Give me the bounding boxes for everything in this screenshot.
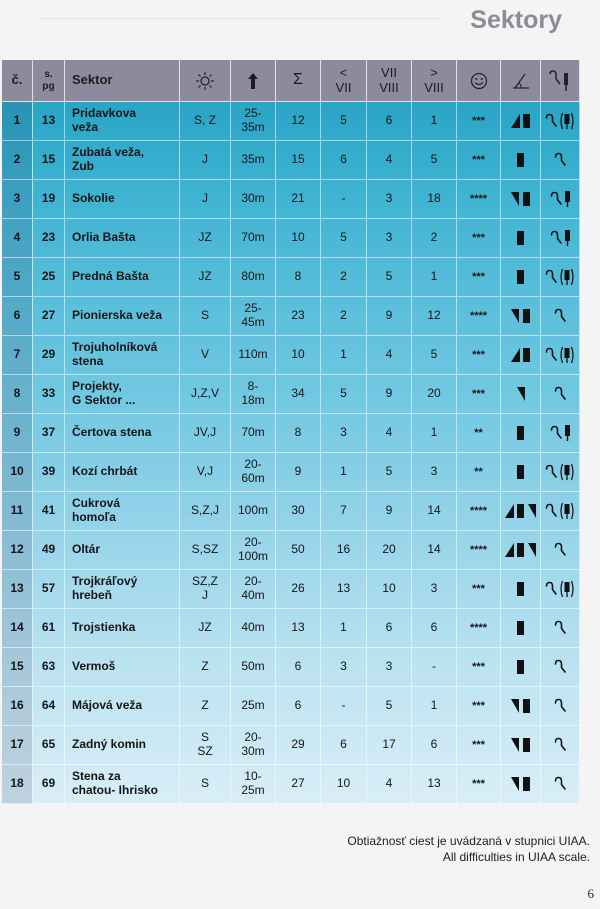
smiley-icon bbox=[470, 72, 488, 90]
bolt-paren-icon bbox=[559, 112, 575, 130]
quickdraw-icon bbox=[554, 386, 566, 402]
row-height: 10- 25m bbox=[231, 765, 276, 804]
row-vii-viii: 5 bbox=[367, 687, 412, 726]
row-below-vii: 3 bbox=[321, 414, 367, 453]
row-above-viii: 13 bbox=[412, 765, 457, 804]
row-orientation: V,J bbox=[180, 453, 231, 492]
col-header-orientation bbox=[180, 60, 231, 102]
row-gear bbox=[541, 609, 580, 648]
col-header-page: s. pg bbox=[33, 60, 65, 102]
row-height: 8- 18m bbox=[231, 375, 276, 414]
row-wall-types bbox=[501, 102, 541, 141]
row-below-vii: 16 bbox=[321, 531, 367, 570]
row-gear bbox=[541, 531, 580, 570]
row-above-viii: 1 bbox=[412, 258, 457, 297]
row-rating: **** bbox=[457, 609, 501, 648]
row-page: 65 bbox=[33, 726, 65, 765]
row-height: 70m bbox=[231, 219, 276, 258]
row-route-count: 27 bbox=[276, 765, 321, 804]
row-sector-name: Projekty, G Sektor ... bbox=[65, 375, 180, 414]
row-above-viii: 6 bbox=[412, 726, 457, 765]
row-above-viii: 14 bbox=[412, 492, 457, 531]
row-sector-name: Trojstienka bbox=[65, 609, 180, 648]
row-above-viii: 20 bbox=[412, 375, 457, 414]
row-number: 2 bbox=[2, 141, 33, 180]
row-below-vii: 3 bbox=[321, 648, 367, 687]
arrow-up-icon bbox=[247, 72, 259, 90]
col-header-wall-angle bbox=[501, 60, 541, 102]
row-gear bbox=[541, 375, 580, 414]
row-above-viii: 12 bbox=[412, 297, 457, 336]
row-orientation: Z bbox=[180, 648, 231, 687]
quickdraw-icon bbox=[554, 737, 566, 753]
page-number: 6 bbox=[587, 886, 594, 901]
quickdraw-icon bbox=[550, 425, 562, 441]
row-wall-types bbox=[501, 648, 541, 687]
row-sector-name: Sokolie bbox=[65, 180, 180, 219]
row-route-count: 6 bbox=[276, 648, 321, 687]
row-orientation: SZ,Z J bbox=[180, 570, 231, 609]
row-number: 9 bbox=[2, 414, 33, 453]
row-route-count: 12 bbox=[276, 102, 321, 141]
row-above-viii: 1 bbox=[412, 687, 457, 726]
over-wall-icon bbox=[510, 308, 520, 324]
row-number: 11 bbox=[2, 492, 33, 531]
row-sector-name: Trojkráľový hrebeň bbox=[65, 570, 180, 609]
row-orientation: S SZ bbox=[180, 726, 231, 765]
row-above-viii: 6 bbox=[412, 609, 457, 648]
row-rating: *** bbox=[457, 648, 501, 687]
row-wall-types bbox=[501, 414, 541, 453]
bolt-paren-icon bbox=[559, 502, 575, 520]
row-above-viii: 1 bbox=[412, 414, 457, 453]
row-sector-name: Stena za chatou- Ihrisko bbox=[65, 765, 180, 804]
row-sector-name: Čertova stena bbox=[65, 414, 180, 453]
row-below-vii: 1 bbox=[321, 336, 367, 375]
row-gear bbox=[541, 687, 580, 726]
row-height: 20- 40m bbox=[231, 570, 276, 609]
row-height: 50m bbox=[231, 648, 276, 687]
row-route-count: 29 bbox=[276, 726, 321, 765]
row-wall-types bbox=[501, 492, 541, 531]
quickdraw-icon bbox=[545, 464, 557, 480]
col-header-sector: Sektor bbox=[65, 60, 180, 102]
vert-wall-icon bbox=[516, 269, 525, 285]
row-rating: *** bbox=[457, 336, 501, 375]
row-height: 25m bbox=[231, 687, 276, 726]
quickdraw-icon bbox=[554, 659, 566, 675]
row-height: 20- 60m bbox=[231, 453, 276, 492]
row-rating: *** bbox=[457, 102, 501, 141]
vert-wall-icon bbox=[516, 620, 525, 636]
row-below-vii: 1 bbox=[321, 609, 367, 648]
row-sector-name: Predná Bašta bbox=[65, 258, 180, 297]
page-title: Sektory bbox=[470, 6, 562, 34]
row-below-vii: 7 bbox=[321, 492, 367, 531]
row-route-count: 23 bbox=[276, 297, 321, 336]
row-vii-viii: 4 bbox=[367, 414, 412, 453]
bolt-icon bbox=[564, 229, 571, 247]
over-wall-icon bbox=[516, 386, 526, 402]
row-number: 13 bbox=[2, 570, 33, 609]
row-page: 19 bbox=[33, 180, 65, 219]
row-vii-viii: 4 bbox=[367, 765, 412, 804]
row-wall-types bbox=[501, 258, 541, 297]
row-number: 8 bbox=[2, 375, 33, 414]
row-height: 25- 35m bbox=[231, 102, 276, 141]
col-header-below-vii: < VII bbox=[321, 60, 367, 102]
row-page: 61 bbox=[33, 609, 65, 648]
row-gear bbox=[541, 414, 580, 453]
row-page: 39 bbox=[33, 453, 65, 492]
footnote-en: All difficulties in UIAA scale. bbox=[442, 850, 590, 865]
quickdraw-icon bbox=[554, 620, 566, 636]
row-above-viii: 3 bbox=[412, 570, 457, 609]
row-height: 30m bbox=[231, 180, 276, 219]
row-page: 64 bbox=[33, 687, 65, 726]
vert-wall-icon bbox=[522, 737, 531, 753]
row-height: 20- 100m bbox=[231, 531, 276, 570]
row-page: 25 bbox=[33, 258, 65, 297]
row-page: 29 bbox=[33, 336, 65, 375]
row-wall-types bbox=[501, 765, 541, 804]
row-orientation: S, Z bbox=[180, 102, 231, 141]
row-vii-viii: 4 bbox=[367, 336, 412, 375]
row-sector-name: Kozí chrbát bbox=[65, 453, 180, 492]
row-below-vii: 2 bbox=[321, 297, 367, 336]
over-wall-icon bbox=[510, 698, 520, 714]
vert-wall-icon bbox=[516, 152, 525, 168]
header-rule bbox=[40, 18, 440, 19]
row-route-count: 26 bbox=[276, 570, 321, 609]
row-gear bbox=[541, 336, 580, 375]
row-vii-viii: 10 bbox=[367, 570, 412, 609]
row-rating: **** bbox=[457, 180, 501, 219]
row-vii-viii: 3 bbox=[367, 180, 412, 219]
row-height: 35m bbox=[231, 141, 276, 180]
row-page: 69 bbox=[33, 765, 65, 804]
row-page: 37 bbox=[33, 414, 65, 453]
sun-icon bbox=[195, 71, 215, 91]
row-below-vii: 2 bbox=[321, 258, 367, 297]
row-orientation: JZ bbox=[180, 258, 231, 297]
row-wall-types bbox=[501, 687, 541, 726]
row-height: 25- 45m bbox=[231, 297, 276, 336]
vert-wall-icon bbox=[522, 191, 531, 207]
wall-angle-icon bbox=[511, 72, 531, 90]
vert-wall-icon bbox=[516, 425, 525, 441]
quickdraw-icon bbox=[545, 581, 557, 597]
row-wall-types bbox=[501, 141, 541, 180]
row-below-vii: 5 bbox=[321, 219, 367, 258]
vert-wall-icon bbox=[522, 776, 531, 792]
row-rating: *** bbox=[457, 687, 501, 726]
row-orientation: JV,J bbox=[180, 414, 231, 453]
row-rating: *** bbox=[457, 765, 501, 804]
row-gear bbox=[541, 648, 580, 687]
row-number: 7 bbox=[2, 336, 33, 375]
vert-wall-icon bbox=[516, 659, 525, 675]
row-vii-viii: 9 bbox=[367, 492, 412, 531]
quickdraw-icon bbox=[545, 269, 557, 285]
vert-wall-icon bbox=[522, 113, 531, 129]
row-vii-viii: 5 bbox=[367, 453, 412, 492]
row-below-vii: 1 bbox=[321, 453, 367, 492]
row-orientation: J,Z,V bbox=[180, 375, 231, 414]
row-wall-types bbox=[501, 336, 541, 375]
row-vii-viii: 20 bbox=[367, 531, 412, 570]
row-number: 4 bbox=[2, 219, 33, 258]
quickdraw-icon bbox=[554, 542, 566, 558]
row-route-count: 34 bbox=[276, 375, 321, 414]
row-above-viii: 1 bbox=[412, 102, 457, 141]
row-route-count: 10 bbox=[276, 219, 321, 258]
row-orientation: S,Z,J bbox=[180, 492, 231, 531]
row-route-count: 13 bbox=[276, 609, 321, 648]
row-vii-viii: 9 bbox=[367, 297, 412, 336]
row-gear bbox=[541, 141, 580, 180]
row-wall-types bbox=[501, 297, 541, 336]
row-vii-viii: 5 bbox=[367, 258, 412, 297]
row-rating: **** bbox=[457, 492, 501, 531]
row-rating: *** bbox=[457, 141, 501, 180]
row-rating: **** bbox=[457, 297, 501, 336]
row-sector-name: Cukrová homoľa bbox=[65, 492, 180, 531]
vert-wall-icon bbox=[516, 503, 525, 519]
slab-wall-icon bbox=[504, 503, 514, 519]
row-sector-name: Májová veža bbox=[65, 687, 180, 726]
row-page: 33 bbox=[33, 375, 65, 414]
row-sector-name: Orlia Bašta bbox=[65, 219, 180, 258]
row-gear bbox=[541, 219, 580, 258]
row-wall-types bbox=[501, 726, 541, 765]
row-orientation: S,SZ bbox=[180, 531, 231, 570]
row-vii-viii: 4 bbox=[367, 141, 412, 180]
col-header-above-viii: > VIII bbox=[412, 60, 457, 102]
row-below-vii: 5 bbox=[321, 102, 367, 141]
row-height: 40m bbox=[231, 609, 276, 648]
slab-wall-icon bbox=[510, 113, 520, 129]
row-sector-name: Pridavkova veža bbox=[65, 102, 180, 141]
row-number: 5 bbox=[2, 258, 33, 297]
row-wall-types bbox=[501, 453, 541, 492]
vert-wall-icon bbox=[522, 347, 531, 363]
quickdraw-icon bbox=[545, 347, 557, 363]
quickdraw-icon bbox=[550, 191, 562, 207]
row-above-viii: 5 bbox=[412, 336, 457, 375]
row-number: 14 bbox=[2, 609, 33, 648]
row-gear bbox=[541, 492, 580, 531]
quickdraw-icon bbox=[554, 776, 566, 792]
row-sector-name: Zadný komin bbox=[65, 726, 180, 765]
slab-wall-icon bbox=[510, 347, 520, 363]
row-sector-name: Trojuholníková stena bbox=[65, 336, 180, 375]
row-page: 57 bbox=[33, 570, 65, 609]
row-number: 17 bbox=[2, 726, 33, 765]
row-height: 100m bbox=[231, 492, 276, 531]
row-orientation: S bbox=[180, 765, 231, 804]
bolt-icon bbox=[564, 424, 571, 442]
row-above-viii: 5 bbox=[412, 141, 457, 180]
row-height: 70m bbox=[231, 414, 276, 453]
row-below-vii: - bbox=[321, 180, 367, 219]
row-vii-viii: 6 bbox=[367, 102, 412, 141]
vert-wall-icon bbox=[516, 542, 525, 558]
quickdraw-bolt-icon bbox=[547, 70, 573, 92]
row-gear bbox=[541, 102, 580, 141]
row-rating: ** bbox=[457, 414, 501, 453]
over-wall-icon bbox=[510, 737, 520, 753]
row-below-vii: 10 bbox=[321, 765, 367, 804]
row-rating: *** bbox=[457, 375, 501, 414]
row-orientation: J bbox=[180, 180, 231, 219]
row-sector-name: Zubatá veža, Zub bbox=[65, 141, 180, 180]
quickdraw-icon bbox=[554, 698, 566, 714]
row-wall-types bbox=[501, 570, 541, 609]
vert-wall-icon bbox=[516, 464, 525, 480]
row-rating: *** bbox=[457, 726, 501, 765]
row-rating: *** bbox=[457, 219, 501, 258]
row-below-vii: 5 bbox=[321, 375, 367, 414]
row-page: 49 bbox=[33, 531, 65, 570]
row-route-count: 8 bbox=[276, 414, 321, 453]
row-number: 16 bbox=[2, 687, 33, 726]
row-page: 27 bbox=[33, 297, 65, 336]
row-route-count: 6 bbox=[276, 687, 321, 726]
row-rating: *** bbox=[457, 570, 501, 609]
row-orientation: JZ bbox=[180, 219, 231, 258]
row-rating: **** bbox=[457, 531, 501, 570]
sectors-table bbox=[2, 60, 580, 804]
bolt-icon bbox=[564, 190, 571, 208]
row-wall-types bbox=[501, 609, 541, 648]
row-gear bbox=[541, 453, 580, 492]
row-orientation: J bbox=[180, 141, 231, 180]
row-vii-viii: 3 bbox=[367, 219, 412, 258]
row-above-viii: 2 bbox=[412, 219, 457, 258]
row-number: 15 bbox=[2, 648, 33, 687]
row-gear bbox=[541, 570, 580, 609]
row-number: 10 bbox=[2, 453, 33, 492]
row-rating: ** bbox=[457, 453, 501, 492]
row-route-count: 8 bbox=[276, 258, 321, 297]
row-wall-types bbox=[501, 531, 541, 570]
row-below-vii: 6 bbox=[321, 141, 367, 180]
slab-wall-icon bbox=[504, 542, 514, 558]
row-above-viii: 3 bbox=[412, 453, 457, 492]
row-orientation: JZ bbox=[180, 609, 231, 648]
row-sector-name: Oltár bbox=[65, 531, 180, 570]
col-header-rating bbox=[457, 60, 501, 102]
row-page: 23 bbox=[33, 219, 65, 258]
row-vii-viii: 6 bbox=[367, 609, 412, 648]
row-sector-name: Pionierska veža bbox=[65, 297, 180, 336]
vert-wall-icon bbox=[522, 698, 531, 714]
bolt-paren-icon bbox=[559, 580, 575, 598]
row-gear bbox=[541, 180, 580, 219]
row-page: 41 bbox=[33, 492, 65, 531]
row-gear bbox=[541, 258, 580, 297]
row-rating: *** bbox=[457, 258, 501, 297]
row-number: 1 bbox=[2, 102, 33, 141]
row-number: 3 bbox=[2, 180, 33, 219]
over-wall-icon bbox=[510, 776, 520, 792]
row-wall-types bbox=[501, 180, 541, 219]
row-route-count: 30 bbox=[276, 492, 321, 531]
row-gear bbox=[541, 297, 580, 336]
quickdraw-icon bbox=[550, 230, 562, 246]
row-route-count: 21 bbox=[276, 180, 321, 219]
row-number: 18 bbox=[2, 765, 33, 804]
row-below-vii: 6 bbox=[321, 726, 367, 765]
quickdraw-icon bbox=[554, 308, 566, 324]
row-sector-name: Vermoš bbox=[65, 648, 180, 687]
row-route-count: 50 bbox=[276, 531, 321, 570]
row-below-vii: 13 bbox=[321, 570, 367, 609]
row-gear bbox=[541, 765, 580, 804]
row-wall-types bbox=[501, 375, 541, 414]
col-header-sum: Σ bbox=[276, 60, 321, 102]
row-page: 63 bbox=[33, 648, 65, 687]
col-header-height bbox=[231, 60, 276, 102]
bolt-paren-icon bbox=[559, 346, 575, 364]
row-page: 13 bbox=[33, 102, 65, 141]
vert-wall-icon bbox=[516, 581, 525, 597]
over-wall-icon bbox=[527, 503, 537, 519]
quickdraw-icon bbox=[554, 152, 566, 168]
vert-wall-icon bbox=[522, 308, 531, 324]
row-vii-viii: 3 bbox=[367, 648, 412, 687]
col-header-gear bbox=[541, 60, 580, 102]
row-height: 110m bbox=[231, 336, 276, 375]
row-above-viii: 14 bbox=[412, 531, 457, 570]
row-orientation: Z bbox=[180, 687, 231, 726]
row-height: 80m bbox=[231, 258, 276, 297]
row-wall-types bbox=[501, 219, 541, 258]
row-orientation: V bbox=[180, 336, 231, 375]
row-gear bbox=[541, 726, 580, 765]
footnote bbox=[347, 833, 590, 865]
over-wall-icon bbox=[510, 191, 520, 207]
row-above-viii: 18 bbox=[412, 180, 457, 219]
vert-wall-icon bbox=[516, 230, 525, 246]
row-number: 6 bbox=[2, 297, 33, 336]
col-header-vii-viii: VII VIII bbox=[367, 60, 412, 102]
quickdraw-icon bbox=[545, 113, 557, 129]
col-header-number: č. bbox=[2, 60, 33, 102]
over-wall-icon bbox=[527, 542, 537, 558]
row-route-count: 9 bbox=[276, 453, 321, 492]
row-orientation: S bbox=[180, 297, 231, 336]
row-above-viii: - bbox=[412, 648, 457, 687]
bolt-paren-icon bbox=[559, 268, 575, 286]
row-route-count: 15 bbox=[276, 141, 321, 180]
row-number: 12 bbox=[2, 531, 33, 570]
row-below-vii: - bbox=[321, 687, 367, 726]
row-vii-viii: 17 bbox=[367, 726, 412, 765]
row-page: 15 bbox=[33, 141, 65, 180]
bolt-paren-icon bbox=[559, 463, 575, 481]
quickdraw-icon bbox=[545, 503, 557, 519]
footnote-sk: Obtiažnosť ciest je uvádzaná v stupnici UIAA. bbox=[347, 834, 590, 848]
row-route-count: 10 bbox=[276, 336, 321, 375]
row-vii-viii: 9 bbox=[367, 375, 412, 414]
row-height: 20- 30m bbox=[231, 726, 276, 765]
